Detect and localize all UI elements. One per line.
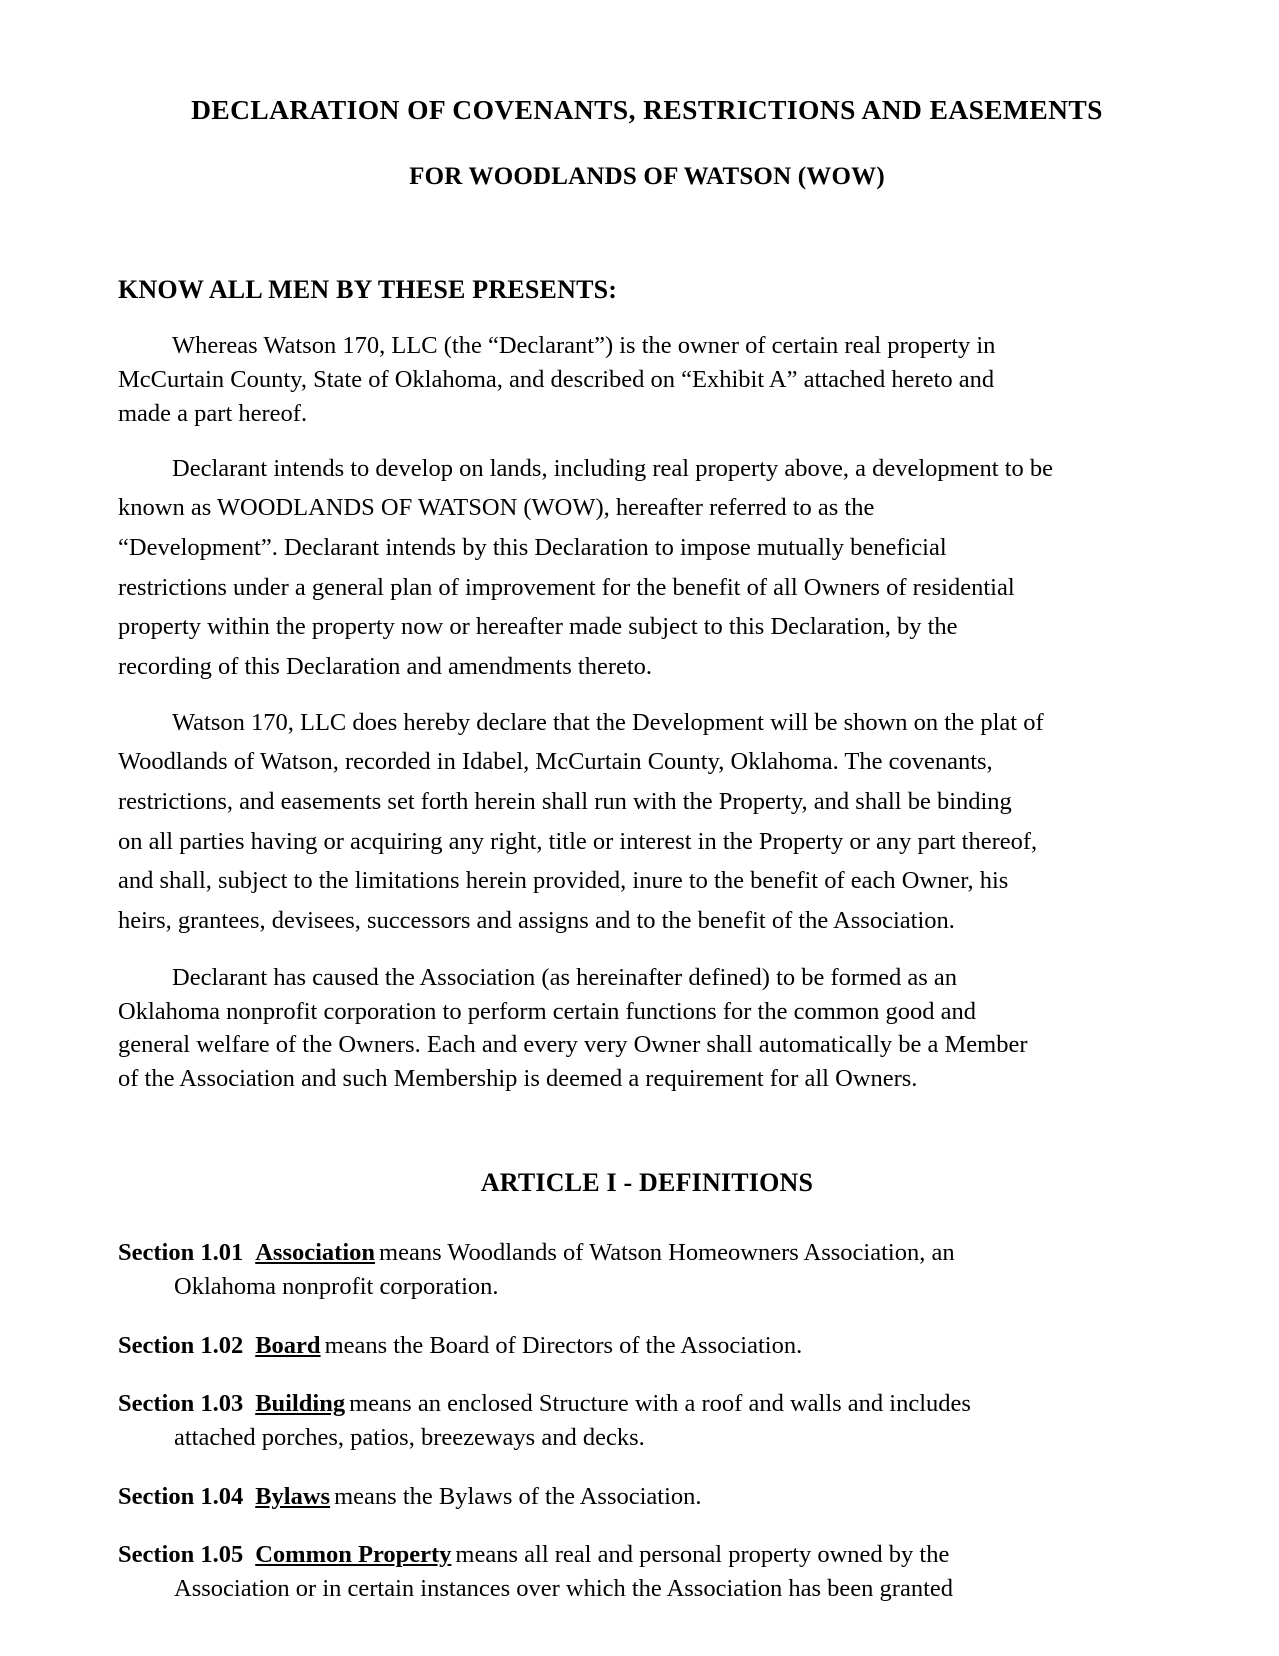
paragraph-line: recording of this Declaration and amendments thereto. [118,653,653,681]
paragraph-line: property within the property now or hereafter made subject to this Declaration, by the [118,613,958,641]
paragraph-line: general welfare of the Owners. Each and every very Owner shall automatically be a Member [118,1031,1028,1059]
section-1-02 [118,1329,1176,1363]
section-1-05 [118,1538,1176,1607]
paragraph-line: and shall, subject to the limitations herein provided, inure to the benefit of each Owner, his [118,867,1009,895]
section-number: Section 1.05 [118,1540,244,1568]
paragraph-line: restrictions, and easements set forth herein shall run with the Property, and shall be binding [118,788,1012,816]
paragraph-line: heirs, grantees, devisees, successors and assigns and to the benefit of the Association. [118,907,955,935]
paragraph-line: restrictions under a general plan of improvement for the benefit of all Owners of residential [118,573,1015,601]
document-title-line-2: FOR WOODLANDS OF WATSON (WOW) [409,163,885,191]
section-number: Section 1.01 [118,1239,244,1267]
paragraph-line: on all parties having or acquiring any right, title or interest in the Property or any part thereof, [118,827,1038,855]
section-number: Section 1.04 [118,1482,244,1510]
paragraph-line: Whereas Watson 170, LLC (the “Declarant”) is the owner of certain real property in [172,332,996,360]
section-body: means the Bylaws of the Association. [334,1482,702,1510]
section-body-continued: Oklahoma nonprofit corporation. [174,1273,499,1301]
section-number: Section 1.02 [118,1331,244,1359]
paragraph-line: Woodlands of Watson, recorded in Idabel, McCurtain County, Oklahoma. The covenants, [118,748,993,776]
paragraph-line: made a part hereof. [118,399,308,427]
paragraph-line: Watson 170, LLC does hereby declare that the Development will be shown on the plat of [172,708,1044,736]
section-term: Bylaws [255,1482,331,1510]
paragraph-line: Declarant intends to develop on lands, including real property above, a development to be [172,454,1054,482]
section-1-03 [118,1387,1176,1456]
section-term: Building [255,1389,346,1417]
section-body: means all real and personal property owned by the [455,1540,950,1568]
definitions-list [118,1198,1176,1606]
section-body: means Woodlands of Watson Homeowners Association, an [379,1239,955,1267]
paragraph-line: “Development”. Declarant intends by this Declaration to impose mutually beneficial [118,533,947,561]
paragraph-line: Oklahoma nonprofit corporation to perform certain functions for the common good and [118,997,976,1025]
paragraph-whereas [118,329,1176,430]
paragraph-line: McCurtain County, State of Oklahoma, and described on “Exhibit A” attached hereto and [118,365,995,393]
document-title-line-1: DECLARATION OF COVENANTS, RESTRICTIONS AND EASEMENTS [191,94,1103,125]
section-term: Common Property [255,1540,452,1568]
paragraph-line: Declarant has caused the Association (as hereinafter defined) to be formed as an [172,963,958,991]
section-body: means the Board of Directors of the Association. [324,1331,803,1359]
section-body: means an enclosed Structure with a roof and walls and includes [349,1389,971,1417]
section-1-01 [118,1236,1176,1305]
paragraph-plat-declaration [118,703,1176,941]
paragraph-association-formation [118,961,1176,1096]
section-1-04 [118,1480,1176,1514]
paragraph-line: known as WOODLANDS OF WATSON (WOW), hereafter referred to as the [118,494,875,522]
section-body-continued: attached porches, patios, breezeways and decks. [174,1424,645,1452]
section-number: Section 1.03 [118,1389,244,1417]
page-content [118,0,1176,1630]
article-heading: ARTICLE I - DEFINITIONS [480,1168,814,1198]
section-body-continued: Association or in certain instances over which the Association has been granted [174,1575,954,1603]
section-term: Association [255,1239,376,1267]
salutation-heading: KNOW ALL MEN BY THESE PRESENTS: [118,275,618,305]
paragraph-development [118,449,1176,687]
paragraph-line: of the Association and such Membership is deemed a requirement for all Owners. [118,1065,918,1093]
section-term: Board [255,1331,321,1359]
